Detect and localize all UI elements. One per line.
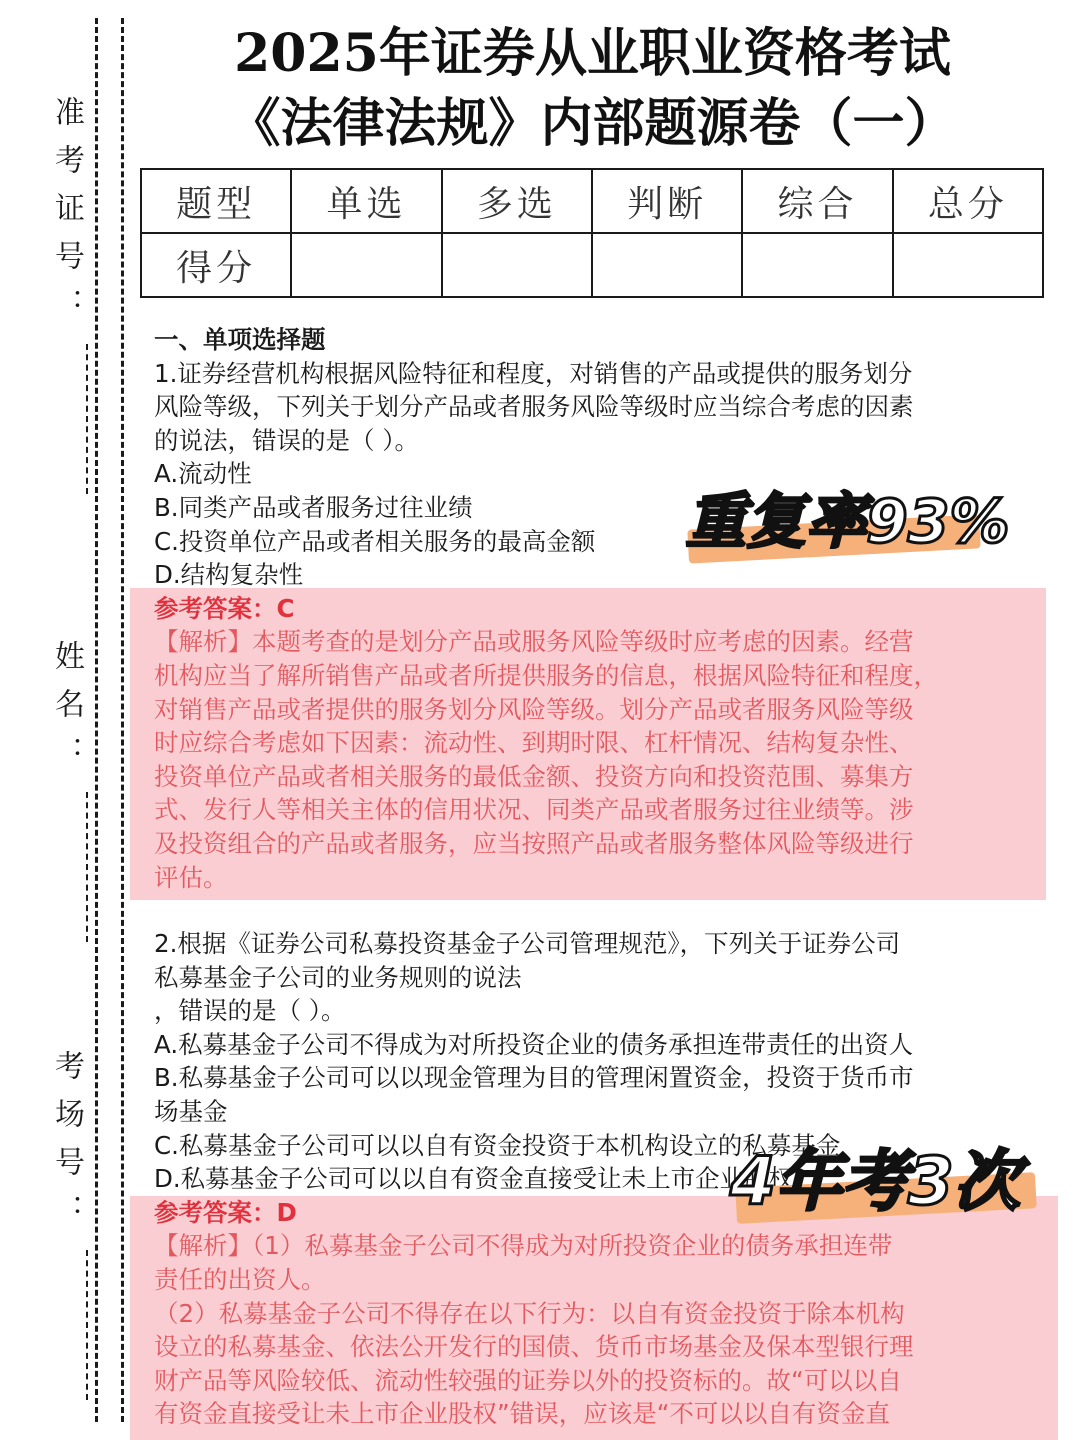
ticket-number-field — [48, 96, 88, 494]
name-field — [48, 640, 88, 942]
q1-explanation-line: 式、发行人等相关主体的信用状况、同类产品或者服务过往业绩等。涉 — [154, 795, 914, 825]
q1-option-c: C.投资单位产品或者相关服务的最高金额 — [154, 526, 596, 556]
ticket-number-blank — [86, 344, 88, 494]
cut-line-left — [95, 18, 98, 1422]
q2-answer: 参考答案：D — [154, 1197, 297, 1227]
q2-explanation-line: 责任的出资人。 — [154, 1264, 326, 1294]
q2-explanation-line: 设立的私募基金、依法公开发行的国债、货币市场基金及保本型银行理 — [154, 1332, 914, 1362]
name-label: 姓名： — [49, 640, 84, 784]
q1-explanation-line: 对销售产品或者提供的服务划分风险等级。划分产品或者服务风险等级 — [154, 694, 914, 724]
exam-room-field — [48, 1050, 88, 1400]
question-1 — [154, 323, 1034, 894]
q1-stem-line: 的说法，错误的是（ ）。 — [154, 425, 420, 455]
cut-line-right — [121, 18, 124, 1422]
q1-answer: 参考答案：C — [154, 593, 295, 623]
q1-option-d: D.结构复杂性 — [154, 560, 304, 590]
score-row-label: 得分 — [141, 233, 291, 297]
q2-option-b-cont: 场基金 — [154, 1096, 228, 1126]
score-table-header-row — [141, 169, 1043, 233]
score-cell-single[interactable] — [291, 233, 441, 297]
q2-explanation-line: 有资金直接受让未上市企业股权”错误，应该是“不可以以自有资金直 — [154, 1399, 890, 1429]
header-cell-multiple: 多选 — [442, 169, 592, 233]
header-cell-total: 总分 — [893, 169, 1043, 233]
q2-explanation-line: 【解析】（1）私募基金子公司不得成为对所投资企业的债务承担连带 — [154, 1231, 893, 1261]
q2-stem-line: 私募基金子公司的业务规则的说法 — [154, 962, 522, 992]
q1-option-a: A.流动性 — [154, 459, 252, 489]
section-heading: 一、单项选择题 — [154, 325, 326, 354]
frequency-sticker: 4年考3次 — [730, 1143, 1020, 1220]
repeat-rate-sticker: 重复率93% — [686, 487, 1010, 557]
header-cell-type: 题型 — [141, 169, 291, 233]
header-cell-single: 单选 — [291, 169, 441, 233]
q1-stem-line: 风险等级，下列关于划分产品或者服务风险等级时应当综合考虑的因素 — [154, 392, 914, 422]
score-table-score-row — [141, 233, 1043, 297]
page-title-line-1: 2025年证券从业职业资格考试 — [234, 23, 951, 84]
exam-room-blank — [86, 1250, 88, 1400]
header-cell-judge: 判断 — [592, 169, 742, 233]
page-title-line-2: 《法律法规》内部题源卷（一） — [228, 93, 957, 154]
score-cell-comprehensive[interactable] — [742, 233, 892, 297]
score-cell-judge[interactable] — [592, 233, 742, 297]
q1-explanation-line: 评估。 — [154, 862, 228, 892]
q2-option-b: B.私募基金子公司可以以现金管理为目的管理闲置资金，投资于货币市 — [154, 1063, 914, 1093]
q2-stem-line: 2.根据《证券公司私募投资基金子公司管理规范》，下列关于证券公司 — [154, 929, 901, 958]
q1-explanation-line: 及投资组合的产品或者服务，应当按照产品或者服务整体风险等级进行 — [154, 828, 914, 858]
q2-explanation-line: 财产品等风险较低、流动性较强的证券以外的投资标的。故“可以以自 — [154, 1365, 902, 1395]
score-cell-total[interactable] — [893, 233, 1043, 297]
q2-stem-line: ，错误的是（ ）。 — [154, 996, 346, 1026]
score-table — [140, 168, 1044, 298]
q2-explanation-line: （2）私募基金子公司不得存在以下行为：以自有资金投资于除本机构 — [154, 1298, 905, 1328]
q2-option-c: C.私募基金子公司可以以自有资金投资于本机构设立的私募基金 — [154, 1130, 841, 1160]
q1-explanation-line: 【解析】本题考查的是划分产品或服务风险等级时应考虑的因素。经营 — [154, 627, 914, 657]
q1-option-b: B.同类产品或者服务过往业绩 — [154, 492, 473, 522]
q2-option-d: D.私募基金子公司可以以自有资金直接受让未上市企业股权 — [154, 1164, 794, 1194]
header-cell-comprehensive: 综合 — [742, 169, 892, 233]
score-cell-multiple[interactable] — [442, 233, 592, 297]
exam-room-label: 考场号： — [49, 1050, 84, 1242]
q1-explanation-line: 机构应当了解所销售产品或者所提供服务的信息，根据风险特征和程度， — [154, 660, 938, 690]
ticket-number-label: 准考证号： — [49, 96, 84, 336]
name-blank — [86, 792, 88, 942]
q2-option-a: A.私募基金子公司不得成为对所投资企业的债务承担连带责任的出资人 — [154, 1029, 914, 1059]
q1-explanation-line: 时应综合考虑如下因素：流动性、到期时限、杠杆情况、结构复杂性、 — [154, 728, 914, 758]
q1-explanation-line: 投资单位产品或者相关服务的最低金额、投资方向和投资范围、募集方 — [154, 761, 914, 791]
q1-stem-line: 1.证券经营机构根据风险特征和程度，对销售的产品或提供的服务划分 — [154, 358, 913, 388]
